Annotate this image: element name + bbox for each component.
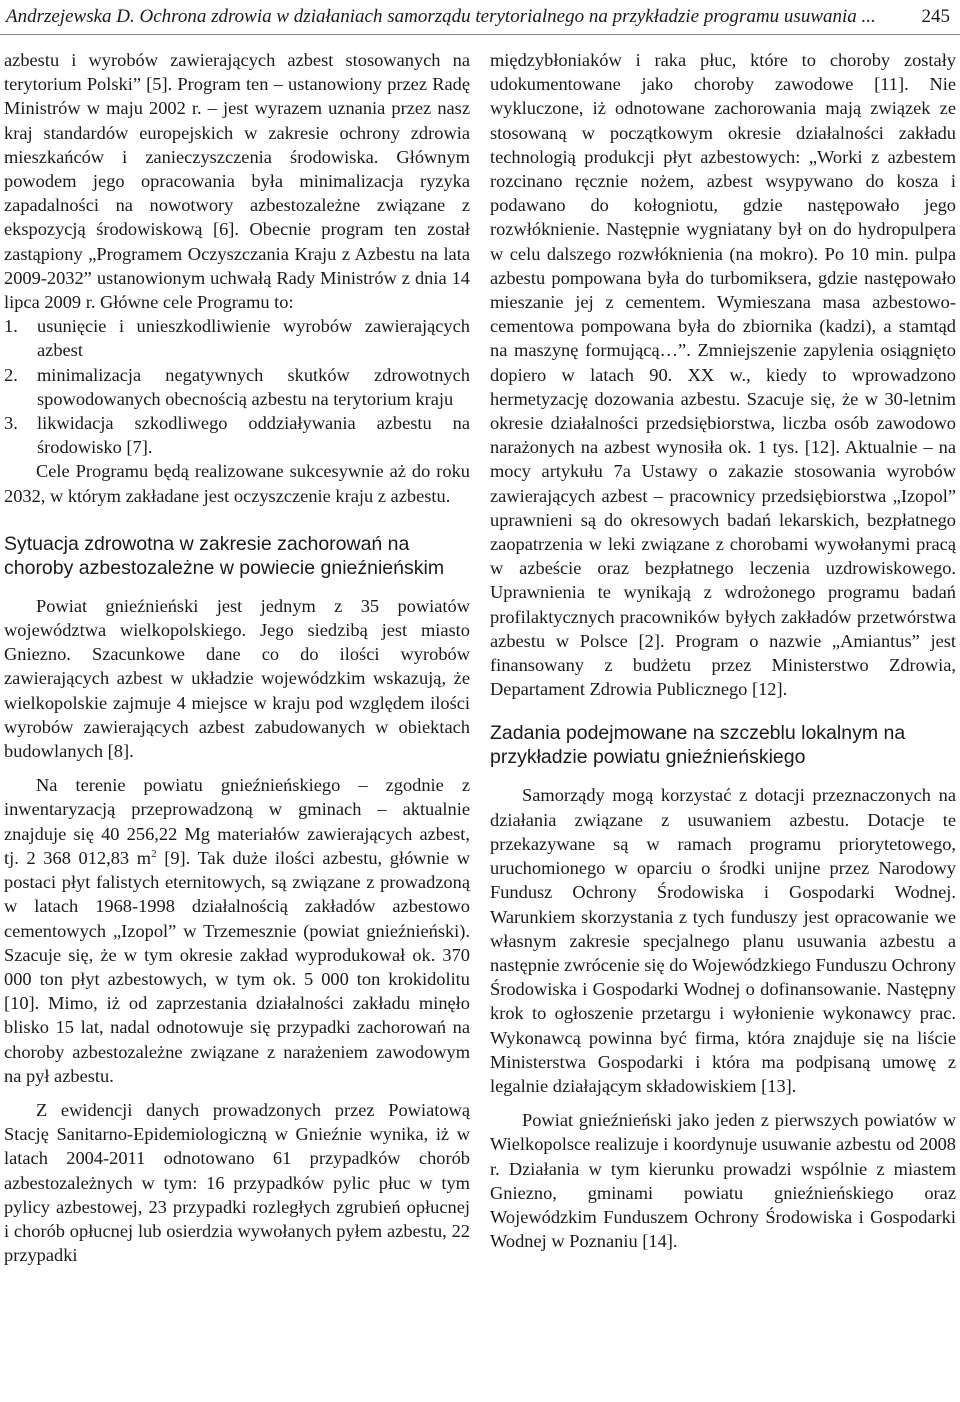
paragraph-text: Na terenie powiatu gnieźnieńskiego – zgodnie z inwentaryzacją przeprowadzoną w gminach – aktualnie znajduje się 40 256,22 Mg materiałów zawierających azbest, tj. 2 368 012,83 m — [4, 775, 470, 868]
list-item-text: minimalizacja negatywnych skutków zdrowotnych spowodowanych obecnością azbestu na terytorium kraju — [37, 364, 470, 409]
paragraph-text: [9]. Tak duże ilości azbestu, głównie w postaci płyt falistych eternitowych, są związane z prowadzoną w latach 1968-1998 działalnością zakładów azbestowo cementowych „Izopol” w Trzemesznie (powiat gnieźnieński). Szacuje się, że w tym okresie zakład wyprodukował ok. 370 000 ton płyt azbestowych, w tym ok. 5 000 ton krokidolitu [10]. Mimo, iż od zaprzestania działalności zakładu minęło blisko 15 lat, nadal odnotowuje się przypadki zachorowań na choroby azbestozależne związane z narażeniem zawodowym na pył azbestu. — [4, 847, 470, 1086]
list-item-text: usunięcie i unieszkodliwienie wyrobów zawierających azbest — [37, 316, 470, 361]
paragraph: Powiat gnieźnieński jest jednym z 35 powiatów województwa wielkopolskiego. Jego siedzibą jest miasto Gniezno. Szacunkowe dane co do ilości wyrobów zawierających azbest w układzie wojewódzkim wskazują, że wielkopolskie zajmuje 4 miejsce w kraju pod względem ilości wyrobów zawierających azbest zabudowanych w obiektach budowlanych [8]. — [4, 595, 470, 762]
paragraph: międzybłoniaków i raka płuc, które to choroby zostały udokumentowane jako choroby zawodowe [11]. Nie wykluczone, iż odnotowane zachorowania mają związek ze stosowaną w początkowym okresie działalności zakładu technologią produkcji płyt azbestowych: „Worki z azbestem rozcinano ręcznie nożem, azbest wsypywano do kosza i podawano do kołogniotu, gdzie następowało jego rozwłóknienie. Następnie wygniatany był on do hydropulpera w celu dalszego rozwłóknienia (na mokro). Po 10 min. pulpa azbestu pompowana była do turbomiksera, gdzie następowało mieszanie jej z cementem. Wymieszana masa azbestowo-cementowa pompowana była do zbiornika (kadzi), a stamtąd na maszynę formującą…”. Zmniejszenie zapylenia osiągnięto dopiero w latach 90. XX w., kiedy to wprowadzono hermetyzację dozowania azbestu. Szacuje się, że w 30-letnim okresie działalności przedsiębiorstwa, liczba osób zawodowo narażonych na azbest wynosiła ok. 1 tys. [12]. Aktualnie – na mocy artykułu 7a Ustawy o zakazie stosowania wyrobów zawierających azbest – pracownicy przedsiębiorstwa „Izopol” uprawnieni są do okresowych badań lekarskich, bezpłatnego zaopatrzenia w leki związane z chorobami wywołanymi pracą w azbeście oraz bezpłatnego leczenia uzdrowiskowego. Uprawnienia te wynikają z wdrożonego programu badań profilaktycznych pracowników byłych zakładów przetwórstwa azbestu w Polsce [2]. Program o nazwie „Amiantus” jest finansowany z budżetu przez Ministerstwo Zdrowia, Departament Zdrowia Publicznego [12]. — [490, 50, 956, 700]
superscript: 2 — [151, 847, 157, 860]
list-item — [4, 314, 470, 362]
list-item — [4, 411, 470, 459]
section-heading: Sytuacja zdrowotna w zakresie zachorowań na choroby azbestozależne w powiecie gnieźnieńskim — [4, 532, 445, 579]
paragraph: Powiat gnieźnieński jako jeden z pierwszych powiatów w Wielkopolsce realizuje i koordynuje usuwanie azbestu od 2008 r. Działania w tym kierunku prowadzi wspólnie z miastem Gniezno, gminami powiatu gnieźnieńskiego oraz Wojewódzkim Funduszem Ochrony Środowiska i Gospodarki Wodnej w Poznaniu [14]. — [490, 1110, 956, 1252]
paragraph — [4, 773, 470, 1088]
page-number: 245 — [921, 6, 950, 27]
header-rule — [0, 34, 960, 35]
section-heading: Zadania podejmowane na szczeblu lokalnym na przykładzie powiatu gnieźnieńskiego — [490, 722, 906, 769]
list-number: 3. — [4, 413, 18, 434]
paragraph: azbestu i wyrobów zawierających azbest stosowanych na terytorium Polski” [5]. Program ten – ustanowiony przez Radę Ministrów w maju 2002 r. – jest wyrazem uznania przez nasz kraj standardów europejskich w zakresie ochrony zdrowia mieszkańców i zanieczyszczenia środowiska. Głównym powodem jego opracowania była minimalizacja ryzyka zapadalności na nowotwory azbestozależne związane z ekspozycją środowiskową [6]. Obecnie program ten został zastąpiony „Programem Oczyszczania Kraju z Azbestu na lata 2009-2032” ustanowionym uchwałą Rady Ministrów z dnia 14 lipca 2009 r. Główne cele Programu to: — [4, 50, 470, 313]
list-item-text: likwidacja szkodliwego oddziaływania azbestu na środowisko [7]. — [37, 413, 470, 458]
paragraph: Cele Programu będą realizowane sukcesywnie aż do roku 2032, w którym zakładane jest oczyszczenie kraju z azbestu. — [4, 461, 470, 506]
list-number: 2. — [4, 364, 18, 385]
paragraph: Z ewidencji danych prowadzonych przez Powiatową Stację Sanitarno-Epidemiologiczną w Gnieźnie wynika, iż w latach 2004-2011 odnotowano 61 przypadków chorób azbestozależnych w tym: 16 przypadków pylic płuc w tym pylicy azbestowej, 23 przypadki rozległych zgrubień opłucnej i chorób opłucnej lub osierdzia wywołanych pyłem azbestu, 22 przypadki — [4, 1099, 470, 1266]
running-title: Andrzejewska D. Ochrona zdrowia w działaniach samorządu terytorialnego na przykładzie programu usuwania ... — [6, 6, 876, 27]
paragraph: Samorządy mogą korzystać z dotacji przeznaczonych na działania związane z usuwaniem azbestu. Dotacje te przekazywane są w ramach programu priorytetowego, uruchomionego w oparciu o środki unijne przez Narodowy Fundusz Ochrony Środowiska i Gospodarki Wodnej. Warunkiem skorzystania z tych funduszy jest opracowanie we własnym zakresie specjalnego planu usuwania azbestu a następnie zwrócenie się do Wojewódzkiego Funduszu Ochrony Środowiska i Gospodarki Wodnej o dofinansowanie. Następny krok to ogłoszenie przetargu i wyłonienie wykonawcy prac. Wykonawcą powinna być firma, która znajduje się na liście Ministerstwa Gospodarki i która ma podpisaną umowę z legalnie działającym składowiskiem [13]. — [490, 785, 956, 1096]
running-header — [0, 0, 960, 32]
list-item — [4, 363, 470, 411]
goals-list — [4, 314, 470, 459]
right-column — [490, 48, 956, 1253]
left-column — [4, 48, 470, 1267]
list-number: 1. — [4, 316, 18, 337]
